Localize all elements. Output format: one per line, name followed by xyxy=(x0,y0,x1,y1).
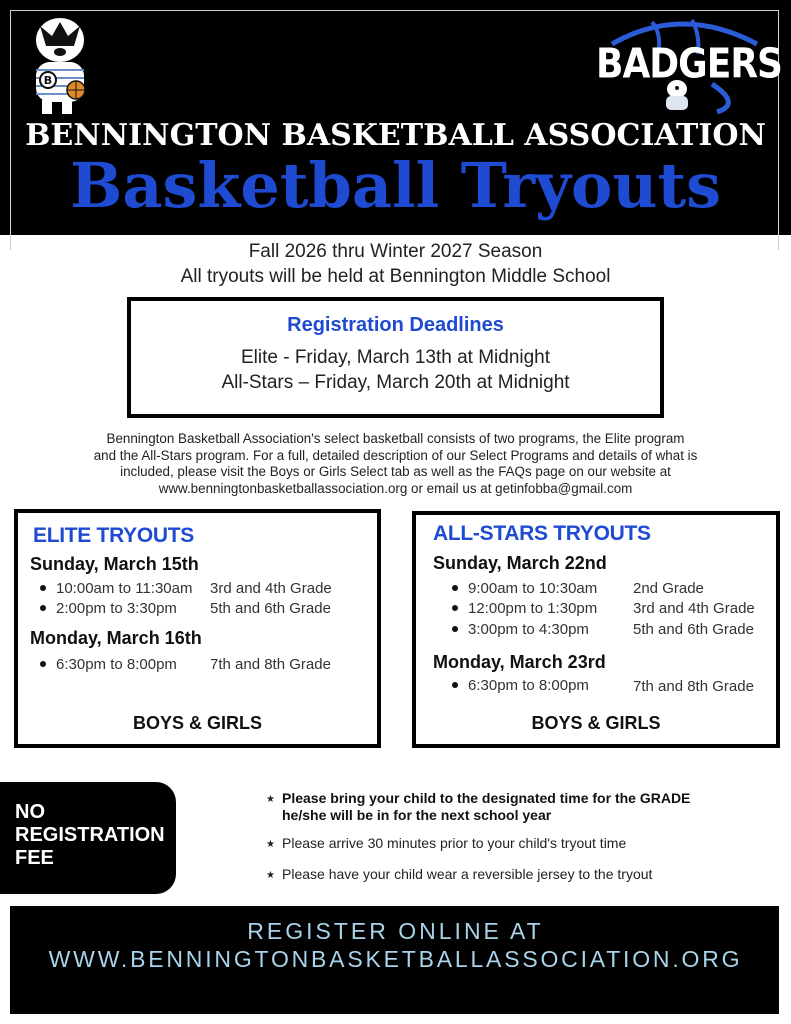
bullet-icon xyxy=(40,605,46,611)
description-line: Bennington Basketball Association's select basketball consists of two programs, the Elite program xyxy=(106,431,685,446)
bullet-icon xyxy=(40,585,46,591)
session-grade: 5th and 6th Grade xyxy=(633,621,754,638)
bullet-icon xyxy=(452,605,458,611)
list-item xyxy=(40,600,331,617)
registration-deadlines-box xyxy=(127,297,664,418)
session-time: 6:30pm to 8:00pm xyxy=(468,677,589,694)
badger-mascot-logo xyxy=(22,12,98,118)
session-time: 10:00am to 11:30am xyxy=(56,580,193,597)
elite-day-2: Monday, March 16th xyxy=(30,628,202,648)
badgers-logo-text: BADGERS xyxy=(596,40,782,89)
no-fee-text xyxy=(15,801,175,870)
session-grade: 3rd and 4th Grade xyxy=(210,580,332,597)
no-fee-line: FEE xyxy=(15,847,54,869)
association-title: BENNINGTON BASKETBALL ASSOCIATION xyxy=(25,118,766,153)
bullet-icon xyxy=(40,661,46,667)
list-item xyxy=(452,621,754,638)
note-text xyxy=(282,790,722,824)
session-grade: 2nd Grade xyxy=(633,580,704,597)
program-description xyxy=(40,431,751,497)
session-time: 2:00pm to 3:30pm xyxy=(56,600,177,617)
session-grade: 7th and 8th Grade xyxy=(210,656,331,673)
description-line: and the All-Stars program. For a full, detailed description of our Select Programs and details of what is xyxy=(93,447,698,463)
star-icon: ★ xyxy=(266,794,275,805)
elite-day-1: Sunday, March 15th xyxy=(30,554,199,574)
season-text: Fall 2026 thru Winter 2027 Season xyxy=(248,241,543,262)
elite-tryouts-title: ELITE TRYOUTS xyxy=(33,524,194,547)
session-time: 9:00am to 10:30am xyxy=(468,580,598,597)
deadline-elite: Elite - Friday, March 13th at Midnight xyxy=(240,347,551,368)
allstars-audience: BOYS & GIRLS xyxy=(531,713,661,733)
bullet-icon xyxy=(452,585,458,591)
website-url-link[interactable]: WWW.BENNINGTONBASKETBALLASSOCIATION.ORG xyxy=(48,946,743,972)
allstars-tryouts-title: ALL-STARS TRYOUTS xyxy=(433,522,651,545)
list-item xyxy=(452,580,704,597)
list-item xyxy=(452,600,755,617)
description-line: www.benningtonbasketballassociation.org or email us at getinfobba@gmail.com xyxy=(158,480,633,496)
list-item xyxy=(40,656,331,673)
session-time: 3:00pm to 4:30pm xyxy=(468,621,589,638)
note-text: Please arrive 30 minutes prior to your child's tryout time xyxy=(282,835,627,851)
list-item xyxy=(452,677,754,694)
note-line: he/she will be in for the next school year xyxy=(282,807,552,823)
star-icon: ★ xyxy=(266,839,275,850)
bullet-icon xyxy=(452,626,458,632)
session-grade: 5th and 6th Grade xyxy=(210,600,331,617)
allstars-day-1: Sunday, March 22nd xyxy=(433,553,607,573)
bullet-icon xyxy=(452,682,458,688)
session-time: 12:00pm to 1:30pm xyxy=(468,600,598,617)
session-grade: 7th and 8th Grade xyxy=(633,678,754,695)
page-title: Basketball Tryouts xyxy=(69,149,722,222)
session-time: 6:30pm to 8:00pm xyxy=(56,656,177,673)
location-text: All tryouts will be held at Bennington Middle School xyxy=(180,266,611,287)
no-fee-line: REGISTRATION xyxy=(15,824,165,846)
note-line: Please bring your child to the designated time for the GRADE xyxy=(282,790,691,806)
elite-audience: BOYS & GIRLS xyxy=(132,713,262,733)
deadlines-heading: Registration Deadlines xyxy=(287,314,504,336)
allstars-day-2: Monday, March 23rd xyxy=(433,652,606,672)
description-line: included, please visit the Boys or Girls Select tab as well as the FAQs page on our website at xyxy=(120,464,671,480)
register-online-text: REGISTER ONLINE AT xyxy=(247,918,544,944)
note-text: Please have your child wear a reversible jersey to the tryout xyxy=(282,866,653,882)
session-grade: 3rd and 4th Grade xyxy=(633,600,755,617)
deadline-allstars: All-Stars – Friday, March 20th at Midnight xyxy=(221,372,570,393)
star-icon: ★ xyxy=(266,870,275,881)
no-fee-line: NO xyxy=(15,801,45,823)
list-item xyxy=(40,580,332,597)
svg-text:B: B xyxy=(43,74,53,87)
